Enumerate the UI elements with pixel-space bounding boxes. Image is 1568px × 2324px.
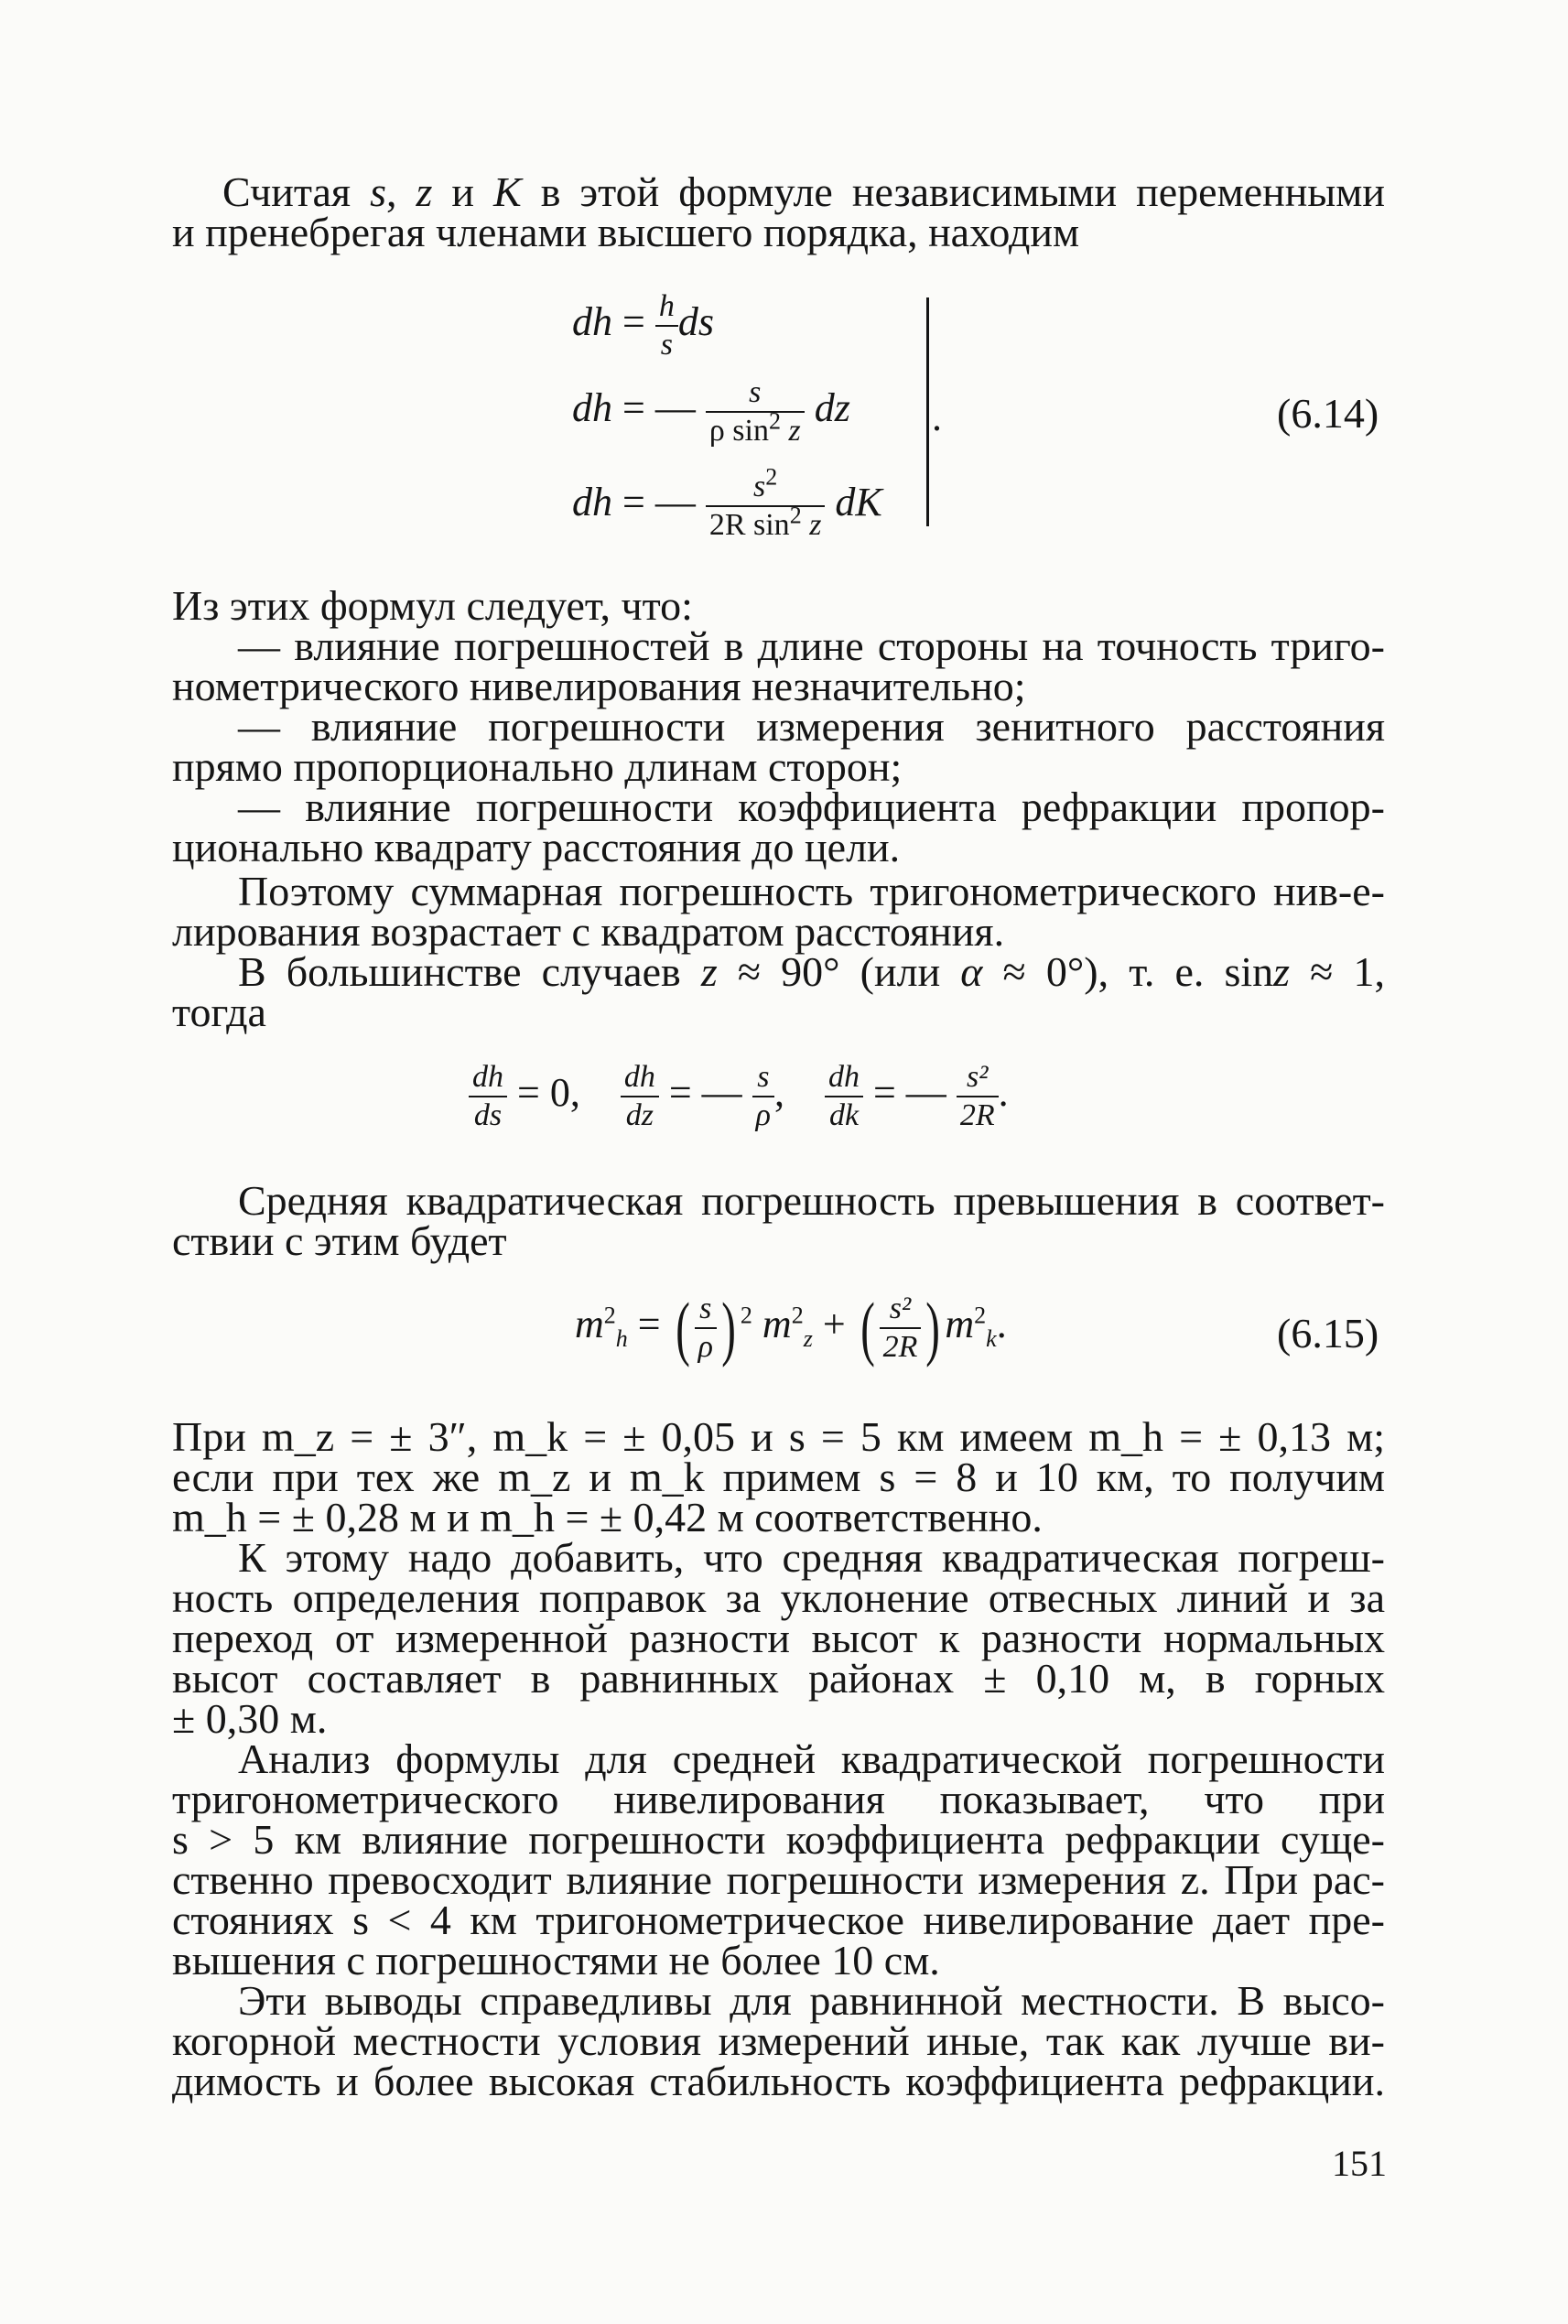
eq-6-14-row-1: dh = $\frac{h}{s}$ ds: [572, 289, 714, 362]
list-item-3-line-2: ционально квадрату расстояния до цели.: [172, 824, 901, 870]
addition-line-5: ± 0,30 м.: [172, 1695, 328, 1742]
analysis-line-3: s > 5 км влияние погрешности коэффициента рефракции суще-: [172, 1816, 1385, 1863]
summary-line-1: Поэтому суммарная погрешность тригонометрического нив-е-: [238, 868, 1385, 914]
addition-line-2: ность определения поправок за уклонение отвесных линий и за: [172, 1574, 1385, 1621]
eq-6-15: $m^2_h$ = ( $\frac{s}{\rho}$ ) $^2$ $m^2_z$ + ( $\frac{\text{s²}}{2R}$ ) $m^2_k$.: [575, 1288, 1007, 1367]
summary-line-2: лирования возрастает с квадратом расстояния.: [172, 908, 1005, 955]
addition-line-4: высот составляет в равнинных районах ± 0,10 м, в горных: [172, 1655, 1385, 1702]
mean-error-line-2: ствии с этим будет: [172, 1217, 507, 1264]
example-line-3: m_h = ± 0,28 м и m_h = ± 0,42 м соответственно.: [172, 1494, 1043, 1540]
page-number: 151: [1332, 2143, 1387, 2184]
eq-6-14-row-2: dh = — $\frac{s}{\rho \sin^2 z}$ dz: [572, 375, 850, 448]
most-cases-line-2: тогда: [172, 989, 266, 1035]
analysis-line-6: вышения с погрешностями не более 10 см.: [172, 1937, 940, 1984]
example-line-2: если при тех же m_z и m_k примем s = 8 и 10 км, то получим: [172, 1454, 1385, 1500]
example-line-1: При m_z = ± 3″, m_k = ± 0,05 и s = 5 км имеем m_h = ± 0,13 м;: [172, 1413, 1385, 1460]
eq-6-14-number: (6.14): [1277, 390, 1379, 437]
list-item-3-line-1: — влияние погрешности коэффициента рефракции пропор-: [238, 784, 1385, 830]
list-item-2-line-1: — влияние погрешности измерения зенитного расстояния: [238, 703, 1385, 750]
analysis-line-2: тригонометрического нивелирования показывает, что при: [172, 1776, 1385, 1822]
conclusion-line-3: димость и более высокая стабильность коэффициента рефракции.: [172, 2058, 1385, 2104]
list-lead: Из этих формул следует, что:: [172, 582, 693, 629]
intro-line-1: Считая s, z и K в этой формуле независимыми переменными: [222, 168, 1385, 215]
list-item-1-line-1: — влияние погрешностей в длине стороны на точность триго-: [238, 622, 1385, 669]
addition-line-1: К этому надо добавить, что средняя квадратическая погреш-: [238, 1534, 1385, 1581]
eq-6-14-row-3: dh = — $\frac{s^2}{2R \sin^2 z}$ dK: [572, 463, 882, 542]
list-item-2-line-2: прямо пропорционально длинам сторон;: [172, 743, 903, 790]
mean-error-line-1: Средняя квадратическая погрешность превышения в соответ-: [238, 1177, 1385, 1224]
intro-line-2: и пренебрегая членами высшего порядка, находим: [172, 209, 1080, 255]
addition-line-3: переход от измеренной разности высот к разности нормальных: [172, 1615, 1385, 1661]
derivatives-equation: $\frac{dh}{ds}$ = 0, $\frac{dh}{dz}$ = — $\frac{s}{\rho}$ , $\frac{dh}{dk}$ = — $\frac{\text{s²}}{2R}$ .: [469, 1062, 1009, 1131]
analysis-line-1: Анализ формулы для средней квадратической погрешности: [238, 1735, 1385, 1782]
conclusion-line-2: когорной местности условия измерений иные, так как лучше ви-: [172, 2017, 1385, 2064]
most-cases-line-1: В большинстве случаев z ≈ 90° (или α ≈ 0°), т. е. sinz ≈ 1,: [238, 948, 1386, 995]
analysis-line-5: стояниях s < 4 км тригонометрическое нивелирование дает пре-: [172, 1897, 1385, 1943]
eq-6-14-brace: [919, 297, 929, 526]
analysis-line-4: ственно превосходит влияние погрешности измерения z. При рас-: [172, 1856, 1385, 1903]
eq-6-14-dot: .: [932, 395, 942, 439]
conclusion-line-1: Эти выводы справедливы для равнинной местности. В высо-: [238, 1977, 1385, 2024]
list-item-1-line-2: нометрического нивелирования незначительно;: [172, 663, 1026, 709]
eq-6-15-number: (6.15): [1277, 1310, 1379, 1357]
